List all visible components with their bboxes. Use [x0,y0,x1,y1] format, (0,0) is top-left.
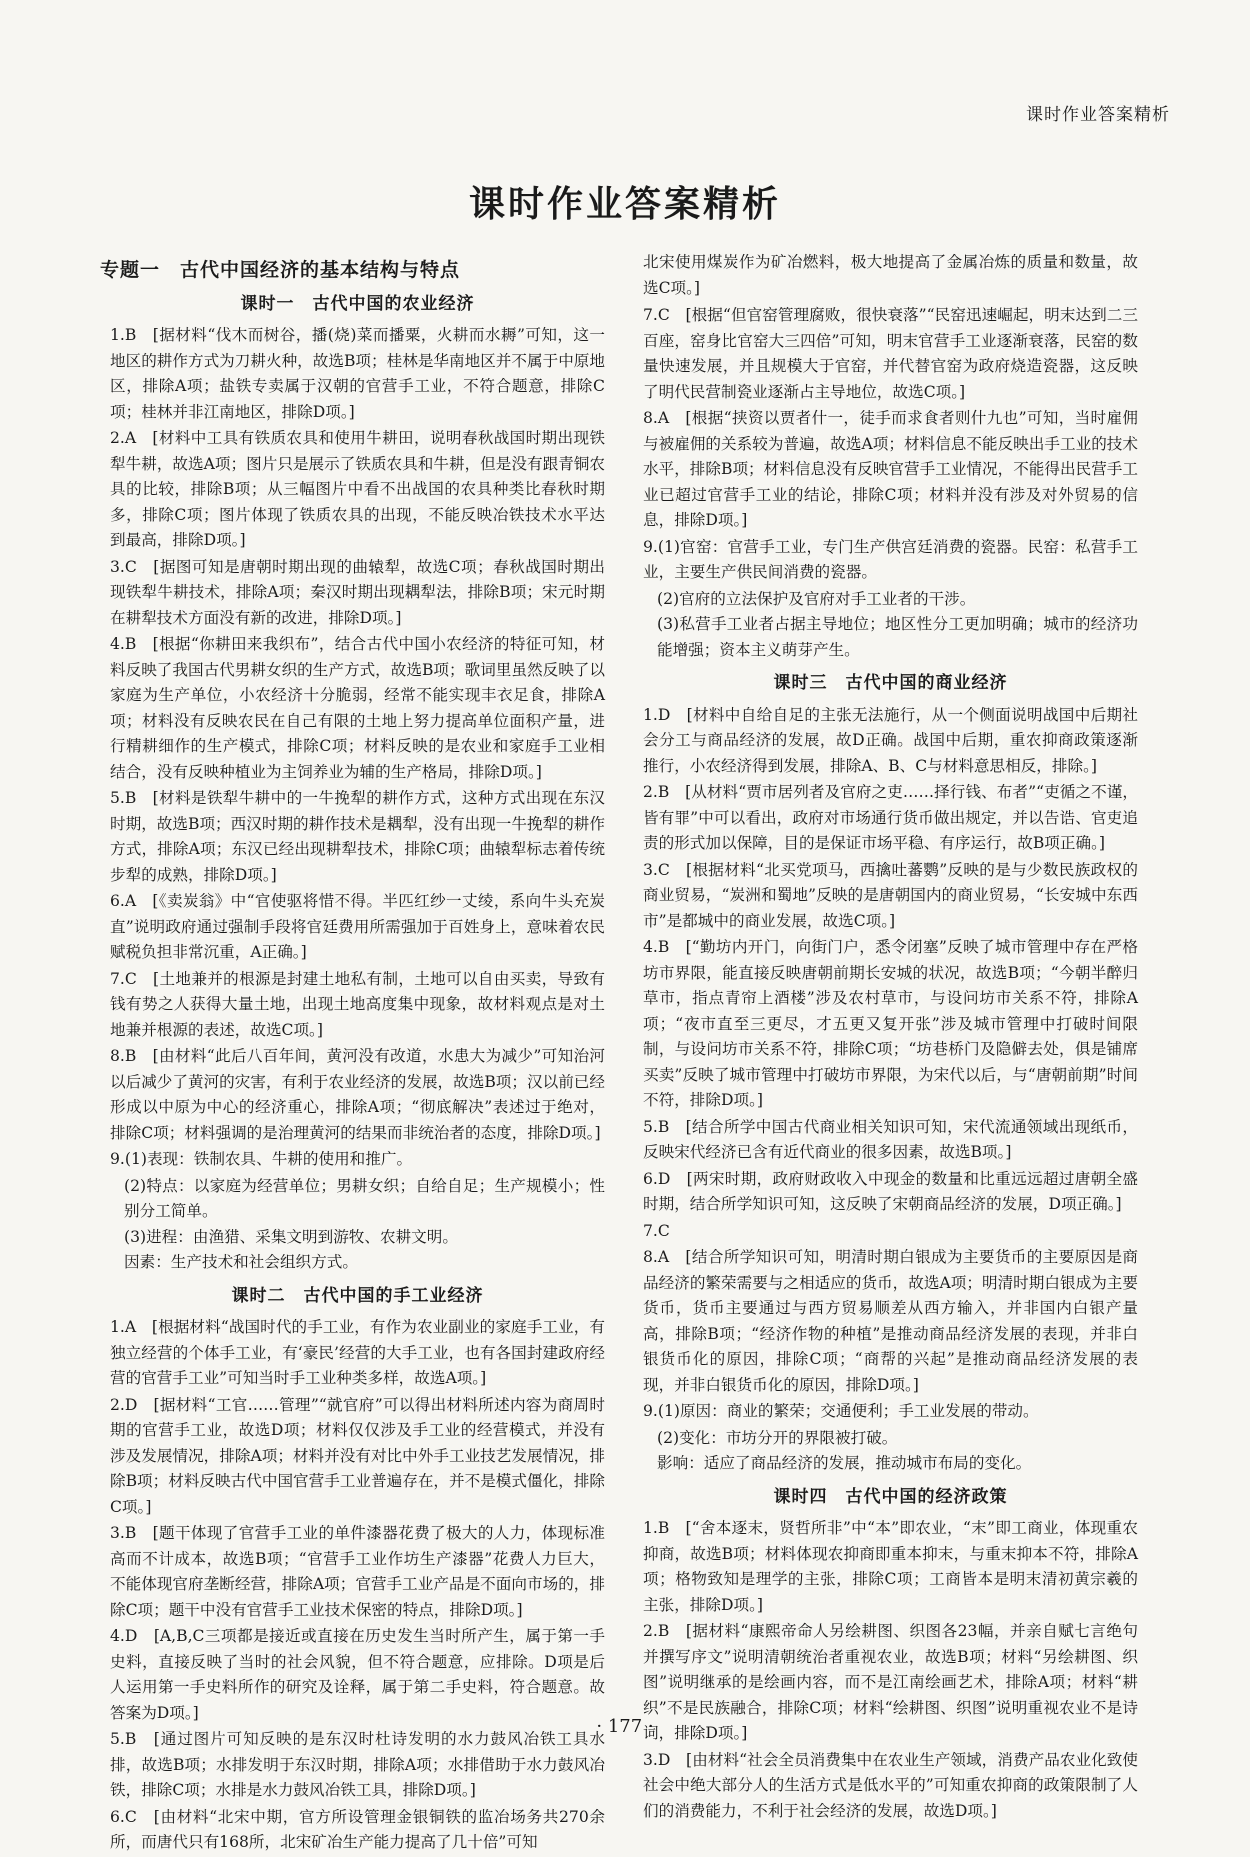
page-title: 课时作业答案精析 [468,184,781,225]
answer-subitem: (3)私营手工业者占据主导地位；地区性分工更加明确；城市的经济功能增强；资本主义萌芽产生。 [657,615,1138,659]
answer-item: 2.A [材料中工具有铁质农具和使用牛耕田，说明春秋战国时期出现铁犁牛耕，故选A项；图片只是展示了铁质农具和牛耕，但是没有跟青铜农具的比较，排除B项；从三幅图片中看不出战国的农具种类比春秋时期多，排除C项；图片体现了铁质农具的出现，不能反映冶铁技术水平达到最高，排除D项。] [110,429,605,549]
left-column [100,258,605,1857]
lesson4-heading: 课时四 古代中国的经济政策 [773,1486,1008,1507]
answer-subitem: (2)变化：市坊分开的界限被打破。 [657,1428,898,1447]
page-number: · 177 · [596,1716,654,1737]
answer-item: 8.B [由材料“此后八百年间，黄河没有改道，水患大为减少”可知治河以后减少了黄河的灾害，有利于农业经济的发展，故选B项；汉以前已经形成以中原为中心的经济重心，排除A项；“彻底解决”表述过于绝对，排除C项；材料强调的是治理黄河的结果而非统治者的态度，排除D项。] [110,1047,605,1142]
answer-subitem: (2)官府的立法保护及官府对手工业者的干涉。 [657,589,976,608]
lesson1-heading: 课时一 古代中国的农业经济 [240,293,475,314]
answer-item: 6.D [两宋时期，政府财政收入中现金的数量和比重远远超过唐朝全盛时期，结合所学知识可知，这反映了宋朝商品经济的发展，D项正确。] [643,1169,1138,1213]
answer-item: 9.(1)官窑：官营手工业，专门生产供宫廷消费的瓷器。民窑：私营手工业，主要生产供民间消费的瓷器。 [643,537,1138,581]
answer-item: 3.B [题干体现了官营手工业的单件漆器花费了极大的人力，体现标准高而不计成本，故选B项；“官营手工业作坊生产漆器”花费人力巨大，不能体现官府垄断经营，排除A项；官营手工业产品是不面向市场的，排除C项；题干中没有官营手工业技术保密的特点，排除D项。] [110,1524,605,1619]
answer-item: 5.B [材料是铁犁牛耕中的一牛挽犁的耕作方式，这种方式出现在东汉时期，故选B项；西汉时期的耕作技术是耦犁，没有出现一牛挽犁的耕作方式，排除A项；东汉已经出现耕犁技术，排除C项；曲辕犁标志着传统步犁的成熟，排除D项。] [110,789,605,884]
answer-subitem: (2)特点：以家庭为经营单位；男耕女织；自给自足；生产规模小；性别分工简单。 [124,1176,605,1220]
lesson3-heading: 课时三 古代中国的商业经济 [773,673,1008,693]
answer-item: 7.C [643,1221,670,1240]
answer-item: 1.D [材料中自给自足的主张无法施行，从一个侧面说明战国中后期社会分工与商品经济的发展，故D正确。战国中后期，重农抑商政策逐渐推行，小农经济得到发展，排除A、B、C与材料意思相反，排除。] [643,705,1138,775]
answer-item: 5.B [通过图片可知反映的是东汉时杜诗发明的水力鼓风冶铁工具水排，故选B项；水排发明于东汉时期，排除A项；水排借助于水力鼓风冶铁，排除C项；水排是水力鼓风冶铁工具，排除D项。] [110,1730,605,1799]
answer-item: 2.D [据材料“工官……管理”“就官府”可以得出材料所述内容为商周时期的官营手工业，故选D项；材料仅仅涉及手工业的经营模式，并没有涉及发展情况，排除A项；材料并没有对比中外手工业技艺发展情况，排除B项；材料反映古代中国官营手工业普遍存在，并不是模式僵化，排除C项。] [110,1395,605,1516]
answer-item: 3.C [据图可知是唐朝时期出现的曲辕犁，故选C项；春秋战国时期出现铁犁牛耕技术，排除A项；秦汉时期出现耦犁法，排除B项；宋元时期在耕犁技术方面没有新的改进，排除D项。] [110,557,605,627]
answer-item: 8.A [结合所学知识可知，明清时期白银成为主要货币的主要原因是商品经济的繁荣需要与之相适应的货币，故选A项；明清时期白银成为主要货币，货币主要通过与西方贸易顺差从西方输入，并非国内白银产量高，排除B项；“经济作物的种植”是推动商品经济发展的表现，并非白银货币化的原因，排除C项；“商帮的兴起”是推动商品经济发展的表现，并非白银货币化的原因，排除D项。] [643,1248,1138,1394]
answer-subitem: 影响：适应了商品经济的发展，推动城市布局的变化。 [657,1454,1032,1472]
answer-item: 8.A [根据“挟资以贾者什一，徒手而求食者则什九也”可知，当时雇佣与被雇佣的关系较为普遍，故选A项；材料信息不能反映出手工业的技术水平，排除B项；材料信息没有反映官营手工业情况，不能得出民营手工业已超过官营手工业的结论，排除C项；材料并没有涉及对外贸易的信息，排除D项。] [643,409,1138,529]
answer-item: 5.B [结合所学中国古代商业相关知识可知，宋代流通领域出现纸币，反映宋代经济已含有近代商业的很多因素，故选B项。] [643,1117,1138,1161]
answer-item: 3.D [由材料“社会全员消费集中在农业生产领域，消费产品农业化致使社会中绝大部分人的生活方式是低水平的”可知重农抑商的政策限制了人们的消费能力，不利于社会经济的发展，故选D项。] [643,1750,1138,1820]
answer-item: 7.C [土地兼并的根源是封建土地私有制，土地可以自由买卖，导致有钱有势之人获得大量土地，出现土地高度集中现象，故材料观点是对土地兼并根源的表述，故选C项。] [110,969,605,1039]
answer-item: 1.A [根据材料“战国时代的手工业，有作为农业副业的家庭手工业，有独立经营的个体手工业，有‘豪民’经营的大手工业，也有各国封建政府经营的官营手工业”可知当时手工业种类多样，故选A项。] [110,1318,605,1387]
answer-item: 6.C [由材料“北宋中期，官方所设管理金银铜铁的监冶场务共270余所，而唐代只有168所，北宋矿冶生产能力提高了几十倍”可知 [110,1807,605,1851]
answer-item: 4.D [A,B,C三项都是接近或直接在历史发生当时所产生，属于第一手史料，直接反映了当时的社会风貌，但不符合题意，应排除。D项是后人运用第一手史料所作的研究及诠释，属于第二手史料，符合题意。故答案为D项。] [110,1627,605,1722]
answer-item: 3.C [根据材料“北买党项马，西擒吐蕃鹦”反映的是与少数民族政权的商业贸易，“炭洲和蜀地”反映的是唐朝国内的商业贸易，“长安城中东西市”是都城中的商业发展，故选C项。] [643,860,1138,930]
continued-text: 北宋使用煤炭作为矿冶燃料，极大地提高了金属冶炼的质量和数量，故选C项。] [643,253,1138,297]
topic-heading: 专题一 古代中国经济的基本结构与特点 [100,259,461,281]
answer-item: 4.B [“勤坊内开门，向街门户，悉令闭塞”反映了城市管理中存在严格坊市界限，能直接反映唐朝前期长安城的状况，故选B项；“今朝半醉归草市，指点青帘上酒楼”涉及农村草市，与设问坊市关系不符，排除A项；“夜市直至三更尽，才五更又复开张”涉及城市管理中打破时间限制，与设问坊市关系不符，排除C项；“坊巷桥门及隐僻去处，俱是铺席买卖”反映了城市管理中打破坊市界限，为宋代以后，与“唐朝前期”时间不符，排除D项。] [643,938,1138,1109]
answer-subitem: 因素：生产技术和社会组织方式。 [124,1253,358,1271]
answer-item: 6.A [《卖炭翁》中“官使驱将惜不得。半匹红纱一丈绫，系向牛头充炭直”说明政府通过强制手段将官廷费用所需强加于百姓身上，意味着农民赋税负担非常沉重，A正确。] [110,892,605,961]
answer-item: 1.B [据材料“伐木而树谷，播(烧)菜而播粟，火耕而水耨”可知，这一地区的耕作方式为刀耕火种，故选B项；桂林是华南地区并不属于中原地区，排除A项；盐铁专卖属于汉朝的官营手工业，不符合题意，排除C项；桂林并非江南地区，排除D项。] [110,326,605,421]
answer-item: 1.B [“舍本逐末，贤哲所非”中“本”即农业，“末”即工商业，体现重农抑商，故选B项；材料体现农抑商即重本抑末，与重末抑本不符，排除A项；格物致知是理学的主张，排除C项；工商皆本是明末清初黄宗羲的主张，排除D项。] [643,1519,1138,1614]
answer-item: 2.B [从材料“贾市居列者及官府之吏……择行钱、布者”“吏循之不谨，皆有罪”中可以看出，政府对市场通行货币做出规定，并以告诰、官吏追责的形式加以保障，目的是保证市场平稳、有序运行，故B项正确。] [643,783,1138,852]
answer-item: 9.(1)原因：商业的繁荣；交通便利；手工业发展的带动。 [643,1402,1039,1420]
answer-subitem: (3)进程：由渔猎、采集文明到游牧、农耕文明。 [124,1227,458,1246]
answer-item: 9.(1)表现：铁制农具、牛耕的使用和推广。 [110,1150,413,1168]
answer-item: 4.B [根据“你耕田来我织布”，结合古代中国小农经济的特征可知，材料反映了我国古代男耕女织的生产方式，故选B项；歌词里虽然反映了以家庭为生产单位，小农经济十分脆弱，经常不能实现丰衣足食，排除A项；材料没有反映农民在自己有限的土地上努力提高单位面积产量，进行精耕细作的生产模式，排除C项；材料反映的是农业和家庭手工业相结合，没有反映种植业为主饲养业为辅的生产格局，排除D项。] [110,635,605,781]
lesson2-heading: 课时二 古代中国的手工业经济 [231,1285,484,1306]
running-head: 课时作业答案精析 [1026,105,1170,125]
answer-item: 7.C [根据“但官窑管理腐败，很快衰落”“民窑迅速崛起，明末达到二三百座，窑身比官窑大三四倍”可知，明末官营手工业逐渐衰落，民窑的数量快速发展，并且规模大于官窑，并代替官窑为政府烧造瓷器，这反映了明代民营制瓷业逐渐占主导地位，故选C项。] [643,306,1138,401]
answer-item: 2.B [据材料“康熙帝命人另绘耕图、织图各23幅，并亲自赋七言绝句并撰写序文”说明清朝统治者重视农业，故选B项；材料“另绘耕图、织图”说明继承的是绘画内容，而不是江南绘画艺术，排除A项；材料“耕织”不是民族融合，排除C项；材料“绘耕图、织图”说明重视农业不是诗词，排除D项。] [643,1622,1138,1742]
right-column [643,250,1138,1825]
